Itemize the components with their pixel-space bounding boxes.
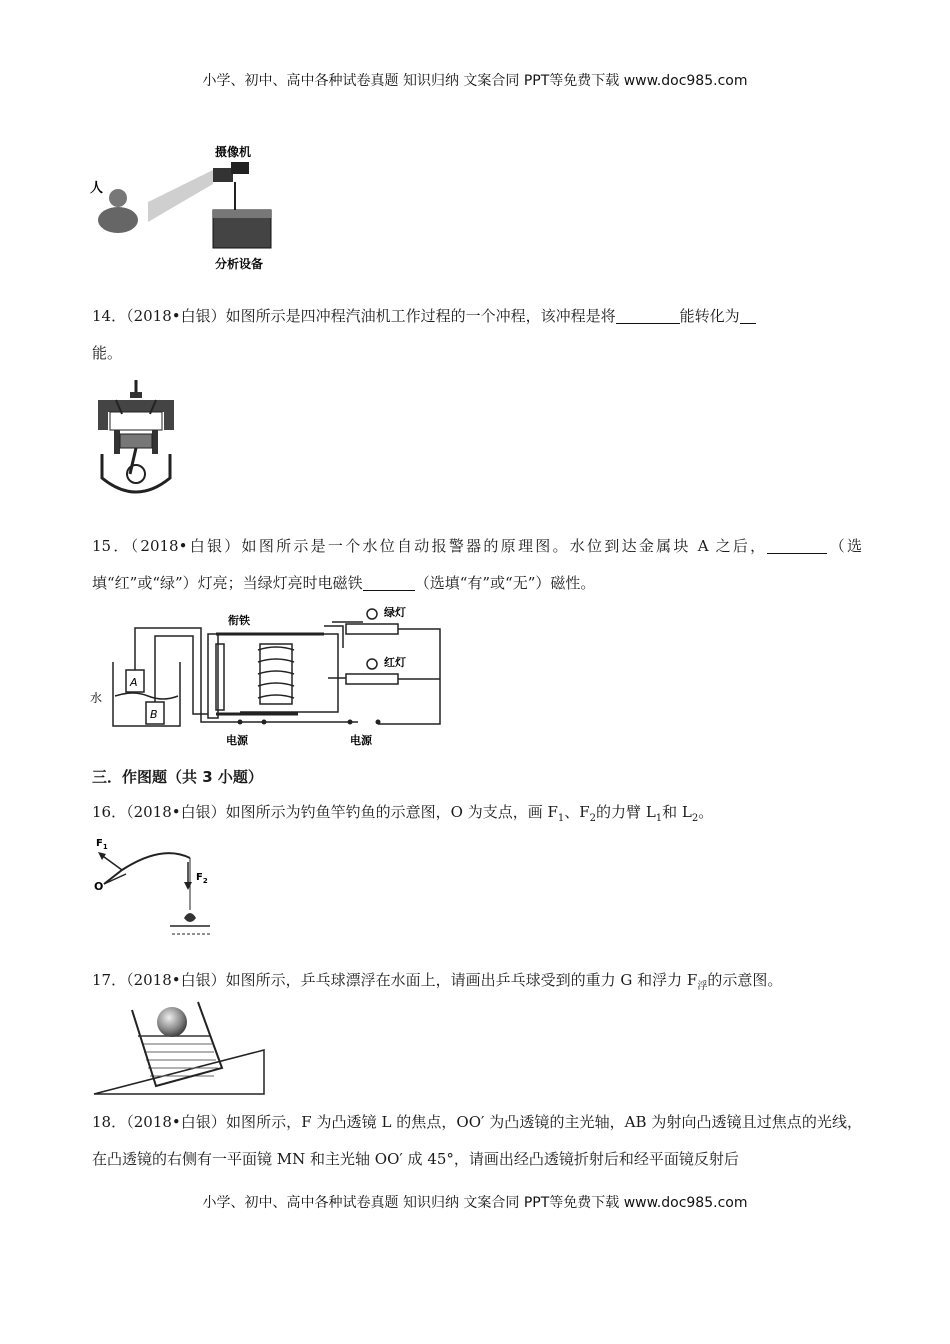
camera-label: 摄像机 [215,145,252,159]
question-18: 18．（2018•白银）如图所示，F 为凸透镜 L 的焦点，OO′ 为凸透镜的主光轴，AB 为射向凸透镜且过焦点的光线，在凸透镜的右侧有一平面镜 MN 和主光轴 OO′ 成 45°，请画出经凸透镜折射后和经平面镜反射后 [92,1113,862,1168]
question-16: 16．（2018•白银）如图所示为钓鱼竿钓鱼的示意图，O 为支点，画 $F_1$、$F_2$的力臂 $L_1$和 $L_2$。 [92,803,714,824]
person-label: 人 [90,181,104,196]
section-heading: 三．作图题（共 3 小题） [92,768,263,786]
question-17: 17．（2018•白银）如图所示，乒乓球漂浮在水面上，请画出乒乓球受到的重力 G 和浮力 $F_浮$的示意图。 [92,971,783,992]
fishing-rod-figure [92,834,222,944]
red-lamp-label: 红灯 [384,656,406,669]
alarm-circuit-figure [88,604,453,754]
armature-label: 衔铁 [228,614,250,627]
device-label: 分析设备 [215,257,264,271]
power-label-1: 电源 [226,734,248,747]
water-label: 水 [90,691,103,705]
svg-text:B: B [150,708,158,721]
green-lamp-label: 绿灯 [384,606,406,619]
f2-label: $F_2$ [196,872,208,885]
engine-figure [92,378,182,500]
question-14: 14．（2018•白银）如图所示是四冲程汽油机工作过程的一个冲程，该冲程是将 能转化为 能。 [92,298,862,372]
svg-text:A: A [130,676,138,689]
camera-figure [88,140,308,275]
page-footer: 小学、初中、高中各种试卷真题 知识归纳 文案合同 PPT等免费下载 www.doc985.com [202,1195,748,1211]
page-header: 小学、初中、高中各种试卷真题 知识归纳 文案合同 PPT等免费下载 www.doc985.com [202,73,748,89]
question-15: 15．（2018•白银）如图所示是一个水位自动报警器的原理图。水位到达金属块 A 之后， （选填“红”或“绿”）灯亮；当绿灯亮时电磁铁 （选填“有”或“无”）磁性。 [92,537,862,592]
floating-ball-figure [92,1000,268,1096]
fulcrum-label: O [94,880,104,893]
power-label-2: 电源 [350,734,372,747]
f1-label: $F_1$ [96,838,108,851]
